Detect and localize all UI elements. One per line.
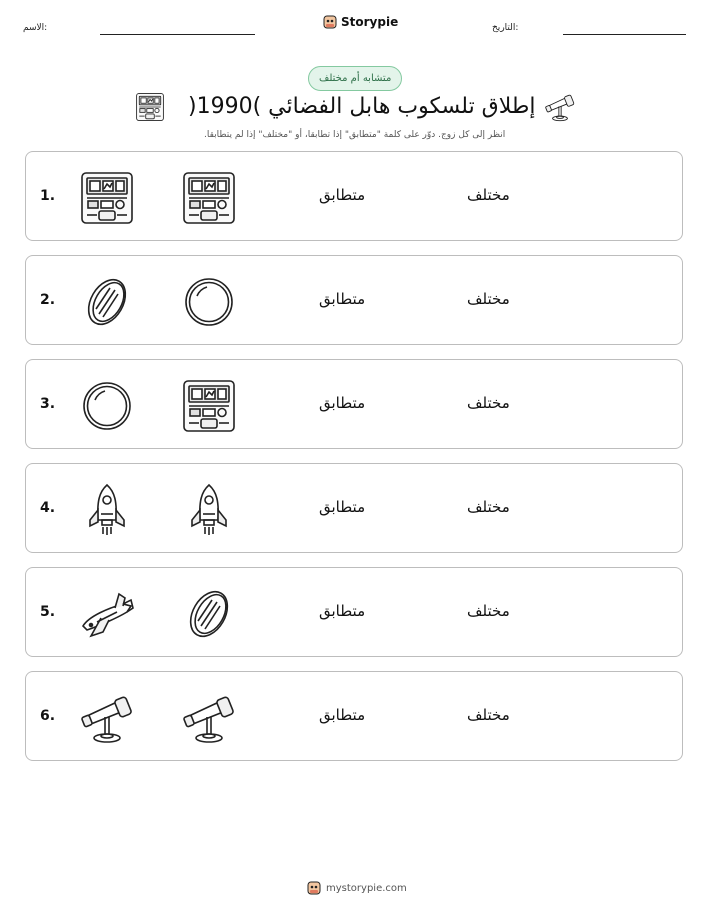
option-different[interactable]: مختلف xyxy=(467,498,510,516)
option-same[interactable]: متطابق xyxy=(319,602,366,620)
control-panel-icon xyxy=(134,92,166,122)
name-label: الاسم: xyxy=(23,23,48,33)
question-row xyxy=(25,359,683,449)
option-different[interactable]: مختلف xyxy=(467,394,510,412)
storypie-mascot-icon xyxy=(323,14,337,30)
option-different[interactable]: مختلف xyxy=(467,602,510,620)
mirror-round-icon xyxy=(79,378,135,434)
mirror-round-icon xyxy=(181,274,237,330)
page-title: إطلاق تلسكوب هابل الفضائي )1990( xyxy=(188,94,536,119)
option-different[interactable]: مختلف xyxy=(467,290,510,308)
footer xyxy=(307,880,407,896)
question-number: 3. xyxy=(40,396,56,412)
control-panel-icon xyxy=(79,170,135,226)
question-number: 4. xyxy=(40,500,56,516)
option-same[interactable]: متطابق xyxy=(319,394,366,412)
question-row xyxy=(25,463,683,553)
question-number: 5. xyxy=(40,604,56,620)
question-row xyxy=(25,151,683,241)
rocket-icon xyxy=(181,482,237,538)
date-label: التاريخ: xyxy=(492,23,519,33)
option-different[interactable]: مختلف xyxy=(467,186,510,204)
worksheet-type-badge: متشابه أم مختلف xyxy=(308,66,402,91)
control-panel-icon xyxy=(181,378,237,434)
rocket-icon xyxy=(79,482,135,538)
option-same[interactable]: متطابق xyxy=(319,498,366,516)
date-field[interactable] xyxy=(563,34,686,35)
mirror-tilted-icon xyxy=(79,274,135,330)
space-shuttle-icon xyxy=(79,586,135,642)
control-panel-icon xyxy=(181,170,237,226)
telescope-icon xyxy=(544,91,576,123)
instructions: انظر إلى كل زوج. دوّر على كلمة "متطابق" إذا تطابقا، أو "مختلف" إذا لم يتطابقا. xyxy=(204,130,506,140)
option-same[interactable]: متطابق xyxy=(319,290,366,308)
brand-logo xyxy=(323,14,398,30)
question-row xyxy=(25,567,683,657)
option-different[interactable]: مختلف xyxy=(467,706,510,724)
telescope-icon xyxy=(181,690,237,746)
brand-name: Storypie xyxy=(341,15,399,29)
option-same[interactable]: متطابق xyxy=(319,706,366,724)
question-number: 6. xyxy=(40,708,56,724)
storypie-mascot-icon xyxy=(307,880,321,896)
question-row xyxy=(25,255,683,345)
question-number: 2. xyxy=(40,292,56,308)
option-same[interactable]: متطابق xyxy=(319,186,366,204)
mirror-tilted-icon xyxy=(181,586,237,642)
name-field[interactable] xyxy=(100,34,255,35)
question-number: 1. xyxy=(40,188,56,204)
telescope-icon xyxy=(79,690,135,746)
question-row xyxy=(25,671,683,761)
footer-url: mystorypie.com xyxy=(326,882,407,894)
